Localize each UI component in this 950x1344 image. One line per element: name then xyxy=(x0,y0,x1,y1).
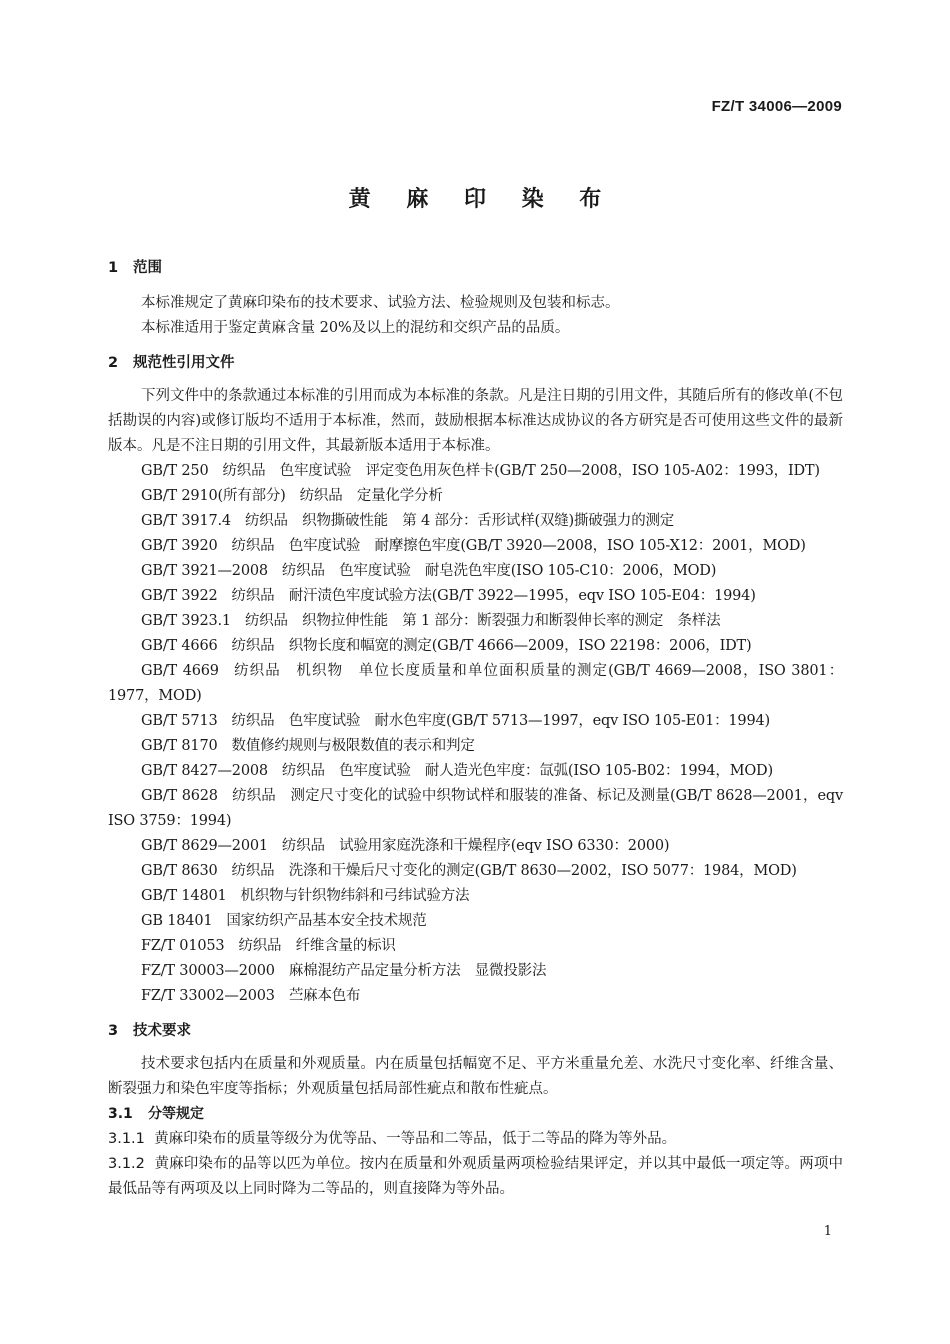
reference-code: GB/T 3921—2008 xyxy=(141,563,268,579)
page-number: 1 xyxy=(823,1224,832,1239)
reference-text: 纺织品 织物撕破性能 第 4 部分：舌形试样(双缝)撕破强力的测定 xyxy=(244,513,675,529)
reference-code: FZ/T 30003—2000 xyxy=(141,963,275,979)
reference-item xyxy=(108,484,843,509)
reference-text: 麻棉混纺产品定量分析方法 显微投影法 xyxy=(288,963,547,979)
reference-text: 纺织品 色牢度试验 耐水色牢度(GB/T 5713—1997，eqv ISO 105-E01：1994) xyxy=(231,713,770,729)
reference-text: 纺织品 测定尺寸变化的试验中织物试样和服装的准备、标记及测量(GB/T 8628—2001，eqv ISO 3759：1994) xyxy=(108,788,843,829)
reference-item xyxy=(108,509,843,534)
reference-code: GB/T 3923.1 xyxy=(141,613,231,629)
reference-item xyxy=(108,534,843,559)
reference-code: GB/T 4669 xyxy=(141,663,219,679)
clause-text: 黄麻印染布的质量等级分为优等品、一等品和二等品，低于二等品的降为等外品。 xyxy=(154,1131,677,1147)
reference-code: GB/T 8630 xyxy=(141,863,218,879)
reference-text: 纺织品 试验用家庭洗涤和干燥程序(eqv ISO 6330：2000) xyxy=(281,838,670,854)
reference-item xyxy=(108,934,843,959)
reference-item xyxy=(108,559,843,584)
reference-text: 纺织品 洗涤和干燥后尺寸变化的测定(GB/T 8630—2002，ISO 5077：1984，MOD) xyxy=(231,863,797,879)
section-title: 规范性引用文件 xyxy=(133,355,235,371)
reference-text: 纺织品 色牢度试验 耐皂洗色牢度(ISO 105-C10：2006，MOD) xyxy=(281,563,717,579)
reference-item xyxy=(108,634,843,659)
reference-item xyxy=(108,984,843,1009)
reference-code: GB/T 8628 xyxy=(141,788,218,804)
reference-list xyxy=(108,459,843,1009)
reference-item xyxy=(108,659,843,709)
reference-item xyxy=(108,759,843,784)
section-number: 2 xyxy=(108,355,119,371)
section-heading-refs xyxy=(108,351,843,376)
reference-text: 纺织品 织物拉伸性能 第 1 部分：断裂强力和断裂伸长率的测定 条样法 xyxy=(244,613,721,629)
paragraph: 本标准适用于鉴定黄麻含量 20%及以上的混纺和交织产品的品质。 xyxy=(141,320,570,336)
section-title: 技术要求 xyxy=(133,1023,191,1039)
paragraph: 下列文件中的条款通过本标准的引用而成为本标准的条款。凡是注日期的引用文件，其随后所有的修改单(不包括勘误的内容)或修订版均不适用于本标准，然而，鼓励根据本标准达成协议的各方研究是否可使用这些文件的最新版本。凡是不注日期的引用文件，其最新版本适用于本标准。 xyxy=(108,388,843,454)
reference-item xyxy=(108,709,843,734)
reference-item xyxy=(108,884,843,909)
reference-text: 苎麻本色布 xyxy=(288,988,361,1004)
reference-item xyxy=(108,784,843,834)
reference-item xyxy=(108,959,843,984)
reference-code: GB/T 3920 xyxy=(141,538,218,554)
subsection-number: 3.1 xyxy=(108,1106,133,1122)
subsection-title: 分等规定 xyxy=(148,1106,204,1122)
reference-item xyxy=(108,584,843,609)
reference-code: GB/T 4666 xyxy=(141,638,218,654)
standard-number: FZ/T 34006—2009 xyxy=(711,98,842,115)
reference-text: 纺织品 机织物 单位长度质量和单位面积质量的测定(GB/T 4669—2008，ISO 3801：1977，MOD) xyxy=(108,663,843,704)
reference-item xyxy=(108,459,843,484)
reference-code: GB/T 8629—2001 xyxy=(141,838,268,854)
subsection-heading xyxy=(108,1102,843,1127)
section-number: 3 xyxy=(108,1023,119,1039)
clause-text: 黄麻印染布的品等以匹为单位。按内在质量和外观质量两项检验结果评定，并以其中最低一项定等。两项中最低品等有两项及以上同时降为二等品的，则直接降为等外品。 xyxy=(108,1156,844,1197)
reference-code: FZ/T 01053 xyxy=(141,938,225,954)
reference-item xyxy=(108,859,843,884)
section-number: 1 xyxy=(108,260,119,276)
document-title: 黄 麻 印 染 布 xyxy=(348,187,616,212)
reference-item xyxy=(108,909,843,934)
section-heading-scope xyxy=(108,256,843,281)
reference-code: GB/T 8170 xyxy=(141,738,218,754)
reference-item xyxy=(108,734,843,759)
reference-code: GB/T 8427—2008 xyxy=(141,763,268,779)
reference-text: 纺织品 纤维含量的标识 xyxy=(238,938,396,954)
reference-text: 纺织品 色牢度试验 耐人造光色牢度：氙弧(ISO 105-B02：1994，MOD) xyxy=(281,763,773,779)
reference-text: 数值修约规则与极限数值的表示和判定 xyxy=(231,738,475,754)
reference-text: 纺织品 织物长度和幅宽的测定(GB/T 4666—2009，ISO 22198：2006，IDT) xyxy=(231,638,752,654)
section-heading-tech xyxy=(108,1019,843,1044)
reference-code: GB 18401 xyxy=(141,913,213,929)
reference-code: GB/T 2910(所有部分) xyxy=(141,488,286,504)
reference-code: GB/T 5713 xyxy=(141,713,218,729)
reference-text: 国家纺织产品基本安全技术规范 xyxy=(226,913,427,929)
clause-number: 3.1.2 xyxy=(108,1156,145,1172)
reference-code: FZ/T 33002—2003 xyxy=(141,988,275,1004)
clause xyxy=(108,1127,843,1152)
reference-text: 纺织品 耐汗渍色牢度试验方法(GB/T 3922—1995，eqv ISO 105-E04：1994) xyxy=(231,588,756,604)
document-body xyxy=(108,256,843,1202)
reference-text: 机织物与针织物纬斜和弓纬试验方法 xyxy=(240,888,470,904)
paragraph: 本标准规定了黄麻印染布的技术要求、试验方法、检验规则及包装和标志。 xyxy=(141,295,620,311)
clause xyxy=(108,1152,843,1202)
reference-text: 纺织品 色牢度试验 耐摩擦色牢度(GB/T 3920—2008，ISO 105-X12：2001，MOD) xyxy=(231,538,806,554)
clause-number: 3.1.1 xyxy=(108,1131,145,1147)
reference-item xyxy=(108,834,843,859)
paragraph: 技术要求包括内在质量和外观质量。内在质量包括幅宽不足、平方米重量允差、水洗尺寸变化率、纤维含量、断裂强力和染色牢度等指标；外观质量包括局部性疵点和散布性疵点。 xyxy=(108,1056,843,1097)
reference-code: GB/T 14801 xyxy=(141,888,227,904)
reference-code: GB/T 3922 xyxy=(141,588,218,604)
reference-code: GB/T 250 xyxy=(141,463,209,479)
reference-code: GB/T 3917.4 xyxy=(141,513,231,529)
reference-item xyxy=(108,609,843,634)
reference-text: 纺织品 定量化学分析 xyxy=(299,488,443,504)
reference-text: 纺织品 色牢度试验 评定变色用灰色样卡(GB/T 250—2008，ISO 105-A02：1993，IDT) xyxy=(222,463,820,479)
section-title: 范围 xyxy=(133,260,162,276)
